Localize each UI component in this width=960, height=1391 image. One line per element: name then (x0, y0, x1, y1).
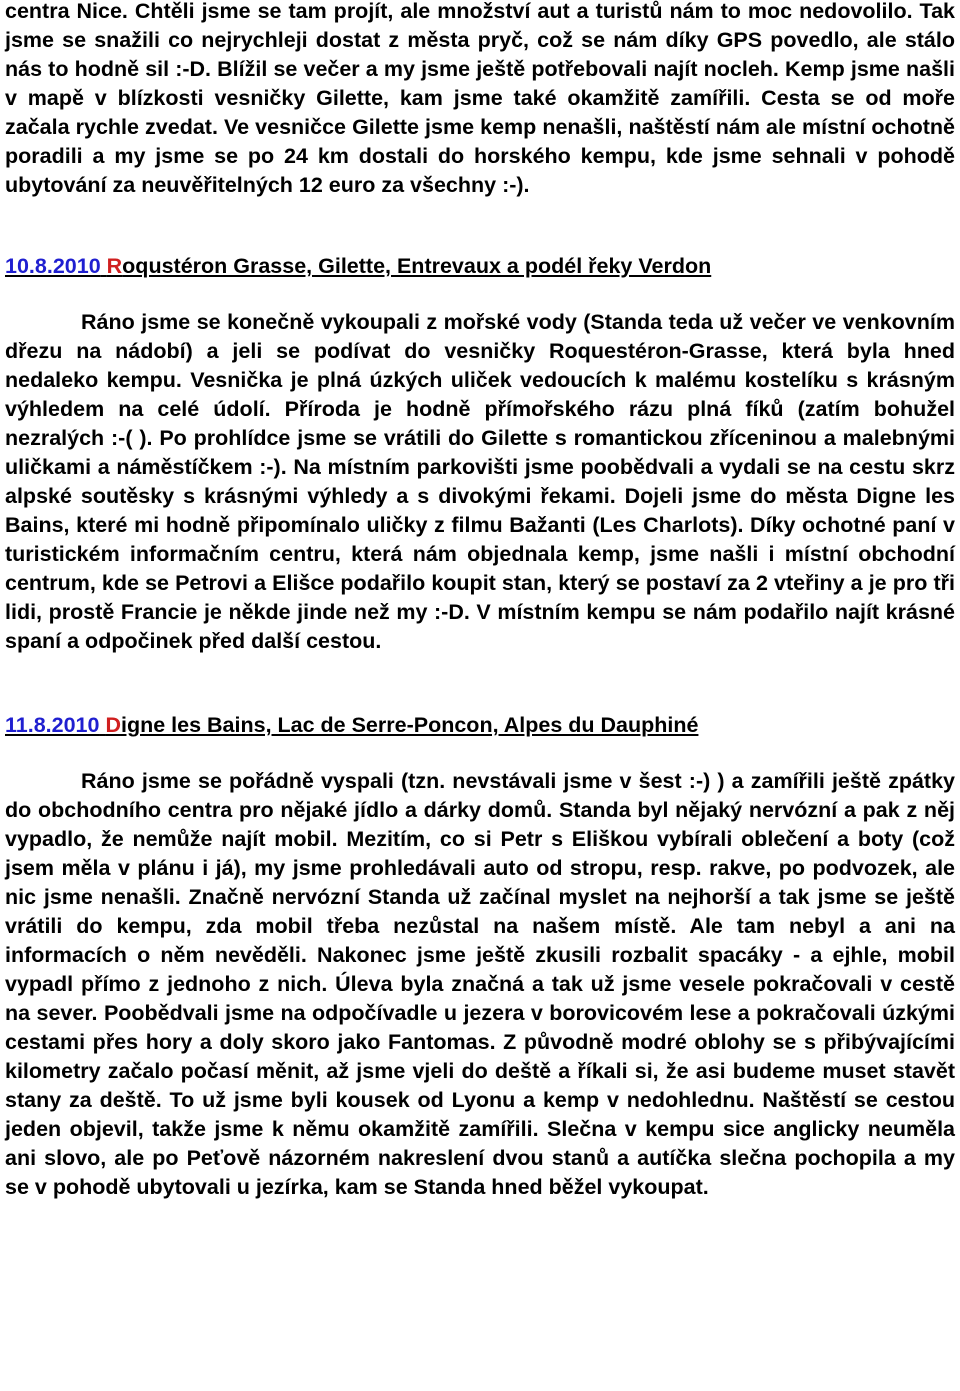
spacer (5, 656, 955, 711)
spacer (5, 200, 955, 252)
heading-title: oqustéron Grasse, Gilette, Entrevaux a podél řeky Verdon (122, 254, 712, 278)
spacer (5, 281, 955, 308)
section-body-2-text: Ráno jsme se pořádně vyspali (tzn. nevstávali jsme v šest :-) ) a zamířili ještě zpátky do obchodního centra pro nějaké jídlo a dárky domů. Standa byl nějaký nervózní a pak z něj vypadlo, že nemůže najít mobil. Mezitím, co si Petr s Eliškou vybírali oblečení a boty (což jsem měla v plánu i já), my jsme prohledávali auto od stropu, resp. rakve, po podvozek, ale nic jsme nenašli. Značně nervózní Standa už začínal myslet na nejhorší a tak jsme se ještě vrátili do kempu, zda mobil třeba nezůstal na našem místě. Ale tam nebyl a ani na informacích o něm nevěděli. Nakonec jsme ještě zkusili rozbalit spacáky - a ejhle, mobil vypadl přímo z jednoho z nich. Úleva byla značná a tak už jsme vesele pokračovali v cestě na sever. Poobědvali jsme na odpočívadle u jezera v borovicovém lese a pokračovali úzkými cestami přes hory a doly skoro jako Fantomas. Z původně modré oblohy se s přibývajícími kilometry začalo počasí měnit, až jsme vjeli do deště a říkali si, že asi budeme muset stavět stany za deště. To už jsme byli kousek od Lyonu a kemp v nedohlednu. Naštěstí se cestou jeden objevil, takže jsme k němu okamžitě zamířili. Slečna v kempu sice anglicky neuměla ani slovo, ale po Peťově názorném nakreslení dvou stanů a autíčka slečna pochopila a my se v pohodě ubytovali u jezírka, kam se Standa hned běžel vykoupat. (5, 769, 955, 1199)
spacer (5, 740, 955, 767)
heading-title: igne les Bains, Lac de Serre-Poncon, Alpes du Dauphiné (120, 713, 699, 737)
section-heading-2 (5, 711, 955, 740)
section-body-1-text: Ráno jsme se konečně vykoupali z mořské vody (Standa teda už večer ve venkovním dřezu na nádobí) a jeli se podívat do vesničky Roquestéron-Grasse, která byla hned nedaleko kempu. Vesnička je plná úzkých uliček vedoucích k malému kostelíku s krásným výhledem na celé údolí. Příroda je hodně přímořského rázu plná fíků (zatím bohužel nezralých :-( ). Po prohlídce jsme se vrátili do Gilette s romantickou zříceninou a malebnými uličkami a náměstíčkem :-). Na místním parkovišti jsme poobědvali a vydali se na cestu skrz alpské soutěsky s krásnými výhledy a s divokými řekami. Dojeli jsme do města Digne les Bains, které mi hodně připomínalo uličky z filmu Bažanti (Les Charlots). Díky ochotné paní v turistickém informačním centru, která nám objednala kemp, jsme našli i místní obchodní centrum, kde se Petrovi a Elišce podařilo koupit stan, který se postaví za 2 vteřiny a je pro tři lidi, prostě Francie je někde jinde než my :-D. V místním kempu se nám podařilo najít krásné spaní a odpočinek před další cestou. (5, 310, 955, 653)
intro-paragraph: centra Nice. Chtěli jsme se tam projít, ale množství aut a turistů nám to moc nedovolilo. Tak jsme se snažili co nejrychleji dostat z města pryč, což se nám díky GPS povedlo, ale stálo nás to hodně sil :-D. Blížil se večer a my jsme ještě potřebovali najít nocleh. Kemp jsme našli v mapě v blízkosti vesničky Gilette, kam jsme také okamžitě zamířili. Cesta se od moře začala rychle zvedat. Ve vesničce Gilette jsme kemp nenašli, naštěstí nám ale místní ochotně poradili a my jsme se po 24 km dostali do horského kempu, kde jsme sehnali v pohodě ubytování za neuvěřitelných 12 euro za všechny :-). (5, 0, 955, 197)
heading-initial: D (105, 713, 121, 737)
document-page (5, 0, 955, 1202)
section-body-1 (5, 308, 955, 656)
heading-date: 10.8.2010 (5, 254, 101, 278)
section-heading-1 (5, 252, 955, 281)
section-body-2 (5, 767, 955, 1202)
heading-initial: R (106, 254, 123, 278)
heading-date: 11.8.2010 (5, 713, 100, 737)
